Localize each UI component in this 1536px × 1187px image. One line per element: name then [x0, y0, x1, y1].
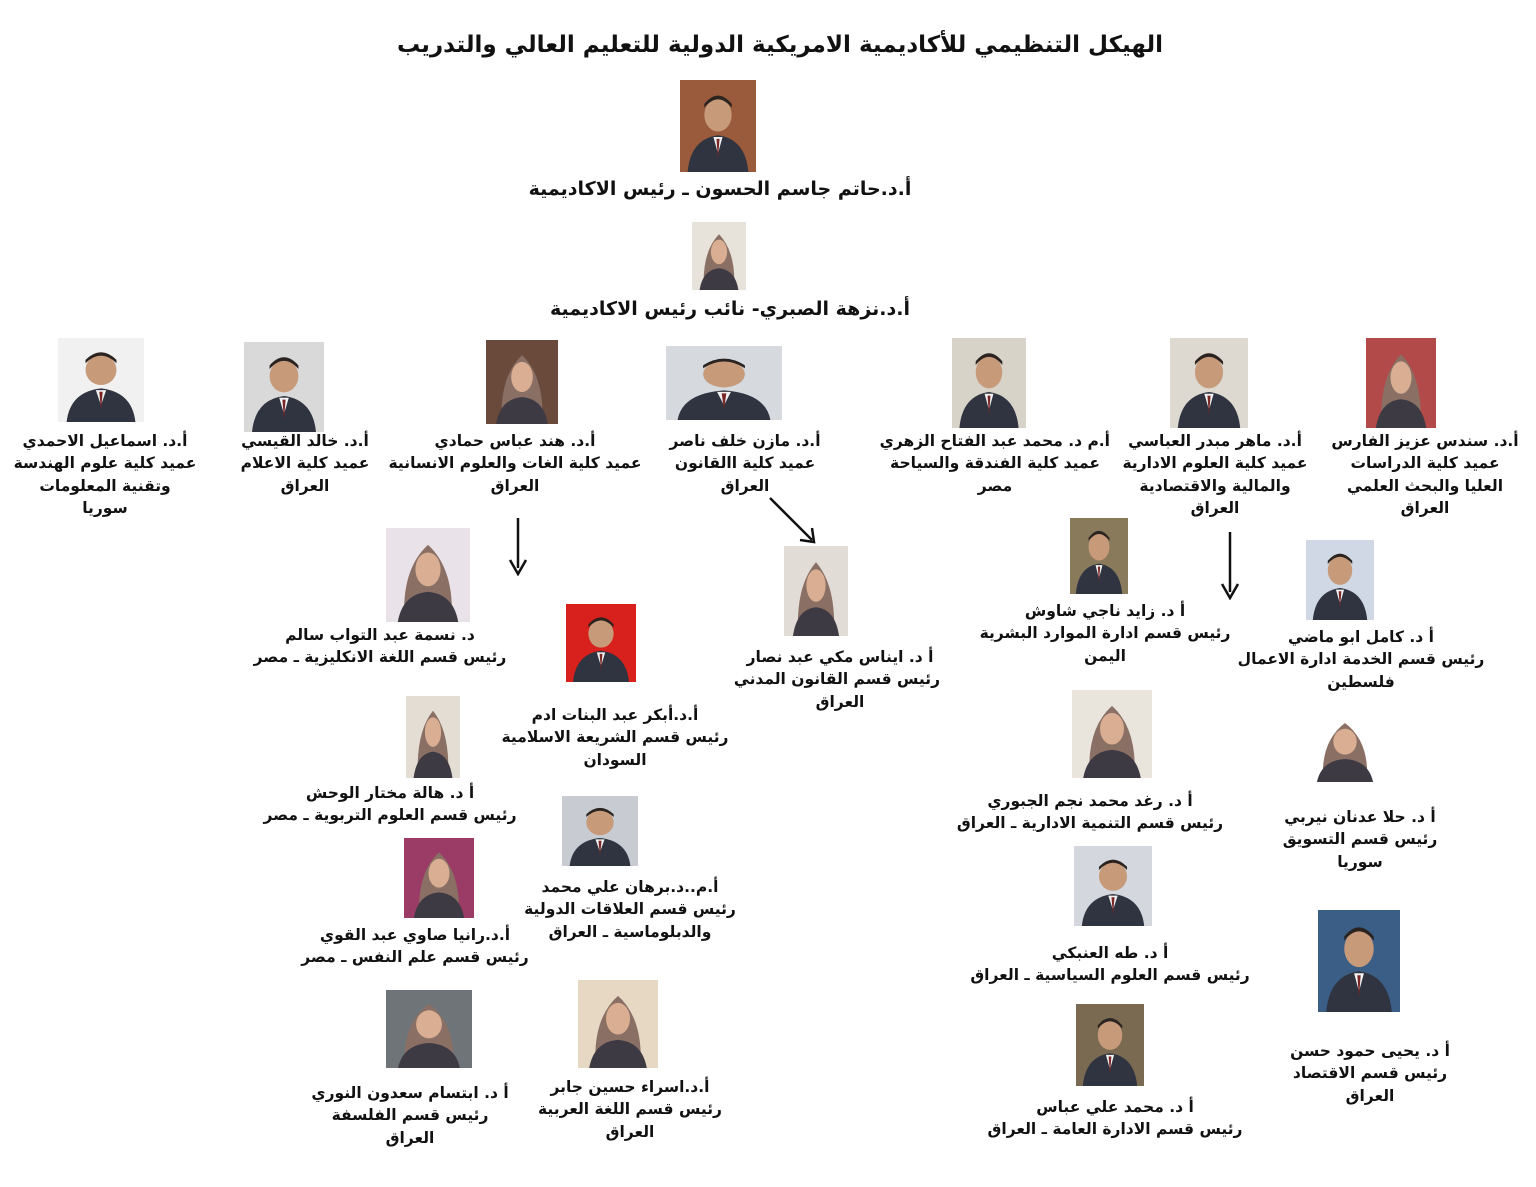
- head-name: أ.د.أبكر عبد البنات ادم: [531, 706, 699, 724]
- head-photo: [562, 796, 638, 866]
- head-line: رئيس قسم علم النفس ـ مصر: [301, 948, 529, 967]
- dean-line: العليا والبحث العلمي: [1346, 476, 1504, 495]
- head-line: رئيس قسم اللغة العربية: [538, 1100, 722, 1119]
- head-photo: [578, 980, 658, 1068]
- dean-line: عميد كلية العلوم الادارية: [1122, 454, 1308, 473]
- dean-name: أ.م د. محمد عبد الفتاح الزهري: [879, 432, 1110, 450]
- dean-2: [1110, 430, 1320, 520]
- head-photo: [1076, 1004, 1144, 1086]
- dean-line: العراق: [720, 476, 770, 495]
- dean-line: العراق: [1190, 499, 1240, 518]
- dean-line: عميد كلية علوم الهندسة: [13, 454, 197, 473]
- head-line: العراق: [385, 1128, 435, 1147]
- head-photo: [1306, 540, 1374, 620]
- dean-name: أ.د. مازن خلف ناصر: [669, 432, 821, 450]
- dean-line: عميد كلية الدراسات: [1350, 454, 1500, 473]
- dean-line: عميد كلية الغات والعلوم الانسانية: [388, 454, 642, 473]
- head-13: [260, 782, 520, 827]
- head-photo: [1306, 710, 1384, 782]
- head-line: رئيس قسم العلوم التربوية ـ مصر: [263, 806, 517, 825]
- head-name: أ.د.اسراء حسين جابر: [550, 1078, 710, 1096]
- head-photo: [406, 696, 460, 778]
- head-name: أ د. حلا عدنان نيربي: [1284, 808, 1436, 826]
- dean-6: [230, 430, 380, 497]
- head-photo: [1072, 690, 1152, 778]
- head-10: [520, 876, 740, 943]
- head-line: والدبلوماسية ـ العراق: [548, 922, 712, 941]
- head-photo: [386, 528, 470, 622]
- head-name: أ د. طه العنبكي: [1051, 944, 1169, 962]
- head-name: أ.م..د.برهان علي محمد: [541, 878, 719, 896]
- vice-president-photo: [692, 222, 746, 290]
- dean-line: العراق: [1400, 499, 1450, 518]
- head-name: أ د. كامل ابو ماضي: [1288, 628, 1434, 646]
- head-line: رئيس قسم الفلسفة: [331, 1106, 489, 1125]
- head-line: سوريا: [1337, 852, 1383, 871]
- dean-photo: [1170, 338, 1248, 428]
- dean-line: وتقنية المعلومات: [39, 476, 171, 495]
- dean-line: مصر: [977, 476, 1013, 495]
- dean-7: [5, 430, 205, 520]
- head-6: [965, 942, 1255, 987]
- head-photo: [784, 546, 848, 636]
- arrow-icon: [766, 494, 820, 546]
- dean-name: أ.د. خالد القيسي: [241, 432, 369, 450]
- head-line: السودان: [583, 750, 647, 769]
- head-name: أ د. زايد ناجي شاوش: [1024, 602, 1186, 620]
- dean-3: [880, 430, 1110, 497]
- page-title: الهيكل التنظيمي للأكاديمية الامريكية الدولية للتعليم العالي والتدريب: [396, 32, 1164, 58]
- vice-president-label: أ.د.نزهة الصبري- نائب رئيس الاكاديمية: [550, 298, 910, 320]
- head-name: أ د. ابتسام سعدون النوري: [311, 1084, 509, 1102]
- head-name: أ د. هالة مختار الوحش: [305, 784, 475, 802]
- head-line: رئيس قسم الشريعة الاسلامية: [501, 728, 729, 747]
- head-line: رئيس قسم ادارة الموارد البشرية: [979, 624, 1231, 643]
- head-photo: [1318, 910, 1400, 1012]
- head-line: رئيس قسم التنمية الادارية ـ العراق: [956, 814, 1224, 833]
- dean-photo: [58, 338, 144, 422]
- head-line: رئيس قسم اللغة الانكليزية ـ مصر: [253, 648, 507, 667]
- head-photo: [1070, 518, 1128, 594]
- dean-line: عميد كلية الفندقة والسياحة: [890, 454, 1100, 473]
- dean-1: [1320, 430, 1530, 520]
- dean-name: أ.د. هند عباس حمادي: [434, 432, 596, 450]
- head-3: [1280, 1040, 1460, 1107]
- head-14: [300, 924, 530, 969]
- dean-name: أ.د. سندس عزيز الفارس: [1331, 432, 1519, 450]
- head-photo: [566, 604, 636, 682]
- head-line: العراق: [1345, 1086, 1395, 1105]
- head-name: أ.د.رانيا صاوي عبد القوي: [319, 926, 511, 944]
- head-line: رئيس قسم التسويق: [1282, 830, 1438, 849]
- dean-line: العراق: [490, 476, 540, 495]
- dean-line: العراق: [280, 476, 330, 495]
- head-name: أ د. يحيى حمود حسن: [1290, 1042, 1450, 1060]
- head-line: رئيس قسم العلوم السياسية ـ العراق: [970, 966, 1250, 985]
- president-label: أ.د.حاتم جاسم الحسون ـ رئيس الاكاديمية: [528, 178, 912, 200]
- dean-photo: [1366, 338, 1436, 428]
- head-9: [500, 704, 730, 771]
- arrow-icon: [506, 516, 530, 576]
- head-line: اليمن: [1084, 646, 1126, 665]
- head-line: رئيس قسم الادارة العامة ـ العراق: [987, 1120, 1243, 1139]
- head-line: رئيس قسم الخدمة ادارة الاعمال: [1237, 650, 1485, 669]
- dean-line: سوريا: [82, 499, 128, 518]
- head-2: [1280, 806, 1440, 873]
- head-5: [950, 790, 1230, 835]
- arrow-icon: [1218, 530, 1242, 600]
- head-line: رئيس قسم الاقتصاد: [1292, 1064, 1448, 1083]
- head-photo: [404, 838, 474, 918]
- dean-photo: [486, 340, 558, 424]
- dean-4: [660, 430, 830, 497]
- president-photo: [680, 80, 756, 172]
- head-name: د. نسمة عبد التواب سالم: [285, 626, 475, 644]
- dean-name: أ.د. ماهر مبدر العباسي: [1128, 432, 1302, 450]
- dean-line: عميد كلية االقانون: [674, 454, 816, 473]
- head-1: [1236, 626, 1486, 693]
- head-name: أ د. رغد محمد نجم الجبوري: [987, 792, 1193, 810]
- head-line: فلسطين: [1327, 672, 1395, 691]
- dean-photo: [952, 338, 1026, 428]
- head-photo: [1074, 846, 1152, 926]
- dean-5: [380, 430, 650, 497]
- head-photo: [386, 990, 472, 1068]
- head-8: [733, 646, 940, 713]
- head-line: العراق: [605, 1122, 655, 1141]
- dean-photo: [244, 342, 324, 432]
- head-12: [250, 624, 510, 669]
- head-line: رئيس قسم القانون المدني: [733, 670, 940, 689]
- dean-photo: [666, 346, 782, 420]
- dean-name: أ.د. اسماعيل الاحمدي: [22, 432, 188, 450]
- head-line: رئيس قسم العلاقات الدولية: [524, 900, 736, 919]
- head-11: [530, 1076, 730, 1143]
- head-line: العراق: [815, 692, 865, 711]
- head-15: [310, 1082, 510, 1149]
- dean-line: عميد كلية الاعلام: [240, 454, 370, 473]
- dean-line: والمالية والاقتصادية: [1139, 476, 1291, 495]
- head-name: أ د. ايناس مكي عبد نصار: [746, 648, 934, 666]
- head-4: [975, 600, 1235, 667]
- head-7: [980, 1096, 1250, 1141]
- head-name: أ د. محمد علي عباس: [1036, 1098, 1194, 1116]
